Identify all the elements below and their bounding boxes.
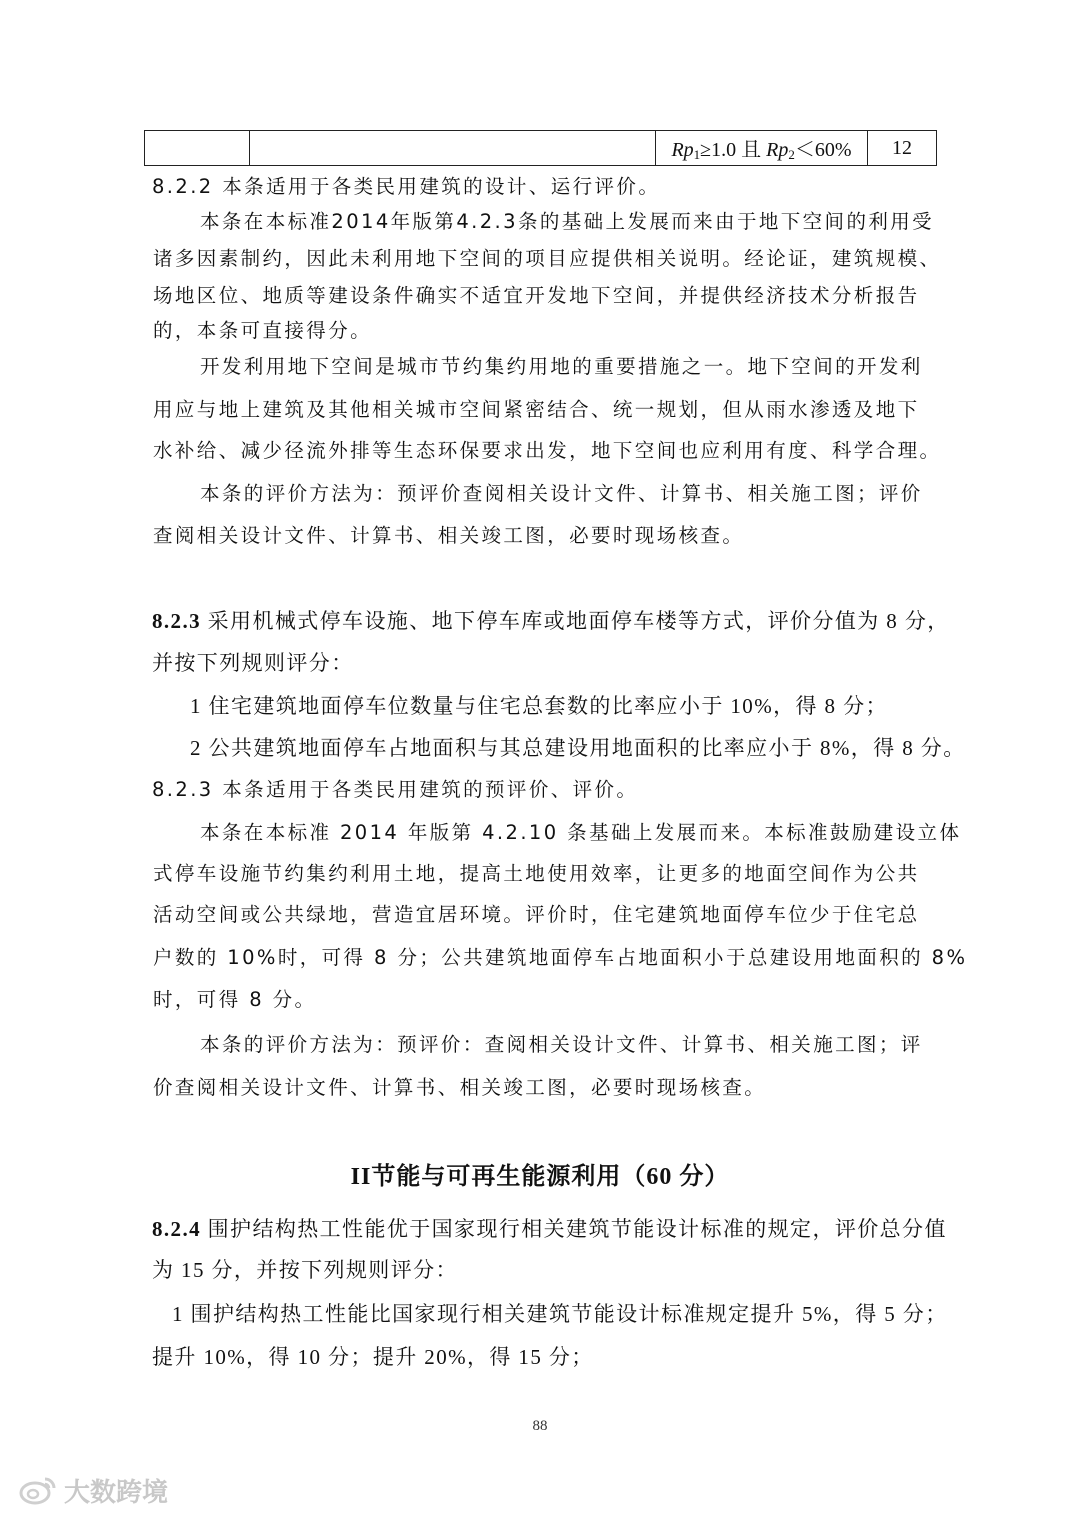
clause-note-heading: 8.2.2 本条适用于各类民用建筑的设计、运行评价。 — [152, 175, 661, 198]
paragraph-line: 本条的评价方法为：预评价查阅相关设计文件、计算书、相关施工图；评价 — [200, 482, 923, 505]
list-item: 1 住宅建筑地面停车位数量与住宅总套数的比率应小于 10%，得 8 分； — [190, 694, 888, 718]
clause-text: 采用机械式停车设施、地下停车库或地面停车楼等方式，评价分值为 8 分， — [201, 609, 950, 633]
paragraph-line: 本条的评价方法为：预评价：查阅相关设计文件、计算书、相关施工图；评 — [200, 1033, 923, 1056]
list-item: 1 围护结构热工性能比国家现行相关建筑节能设计标准规定提升 5%，得 5 分； — [172, 1302, 948, 1326]
table-row — [145, 131, 937, 166]
paragraph-line: 查阅相关设计文件、计算书、相关竣工图，必要时现场核查。 — [153, 524, 745, 547]
list-item: 2 公共建筑地面停车占地面积与其总建设用地面积的比率应小于 8%，得 8 分。 — [190, 736, 966, 760]
paragraph-line: 水补给、减少径流外排等生态环保要求出发，地下空间也应利用有度、科学合理。 — [153, 439, 942, 462]
clause-number: 8.2.3 — [152, 609, 201, 633]
paragraph-line: 的，本条可直接得分。 — [153, 319, 373, 342]
paragraph-line: 本条在本标准 2014 年版第 4.2.10 条基础上发展而来。本标准鼓励建设立体 — [200, 821, 962, 844]
paragraph-line: 为 15 分，并按下列规则评分： — [152, 1258, 458, 1282]
paragraph-line: 活动空间或公共绿地，营造宜居环境。评价时，住宅建筑地面停车位少于住宅总 — [153, 903, 920, 926]
paragraph-line: 本条在本标准2014年版第4.2.3条的基础上发展而来由于地下空间的利用受 — [200, 210, 935, 233]
table-cell-condition: $Rp_1\ge 1.0$ 且 $Rp_2<60\%$ — [656, 131, 868, 166]
table-cell-empty — [250, 131, 656, 166]
paragraph-line: 户数的 10%时，可得 8 分；公共建筑地面停车占地面积小于总建设用地面积的 8% — [153, 946, 968, 969]
list-item-continuation: 提升 10%，得 10 分；提升 20%，得 15 分； — [152, 1345, 594, 1369]
paragraph-line: 场地区位、地质等建设条件确实不适宜开发地下空间，并提供经济技术分析报告 — [153, 284, 920, 307]
paragraph-line: 时，可得 8 分。 — [153, 988, 317, 1011]
paragraph-line: 价查阅相关设计文件、计算书、相关竣工图，必要时现场核查。 — [153, 1076, 767, 1099]
page-number: 88 — [532, 1418, 548, 1434]
paragraph-line: 用应与地上建筑及其他相关城市空间紧密结合、统一规划，但从雨水渗透及地下 — [153, 398, 920, 421]
paragraph-line: 式停车设施节约集约利用土地，提高土地使用效率，让更多的地面空间作为公共 — [153, 862, 920, 885]
weibo-logo-icon — [18, 1475, 58, 1505]
watermark-text: 大数跨境 — [64, 1477, 169, 1508]
watermark — [18, 1470, 168, 1510]
paragraph-line: 诸多因素制约，因此未利用地下空间的项目应提供相关说明。经论证，建筑规模、 — [153, 247, 942, 270]
clause-number: 8.2.4 — [152, 1217, 201, 1241]
table-cell-empty — [145, 131, 250, 166]
table-cell-score: 12 — [868, 131, 937, 166]
section-heading: II节能与可再生能源利用（60 分） — [350, 1164, 730, 1190]
paragraph-line: 开发利用地下空间是城市节约集约用地的重要措施之一。地下空间的开发利 — [200, 355, 923, 378]
clause-8-2-4 — [152, 1214, 947, 1244]
clause-note-heading: 8.2.3 本条适用于各类民用建筑的预评价、评价。 — [152, 778, 639, 801]
paragraph-line: 并按下列规则评分： — [152, 651, 354, 675]
clause-text: 围护结构热工性能优于国家现行相关建筑节能设计标准的规定，评价总分值 — [201, 1217, 947, 1241]
clause-8-2-3 — [152, 606, 950, 636]
score-table-fragment — [144, 130, 937, 166]
